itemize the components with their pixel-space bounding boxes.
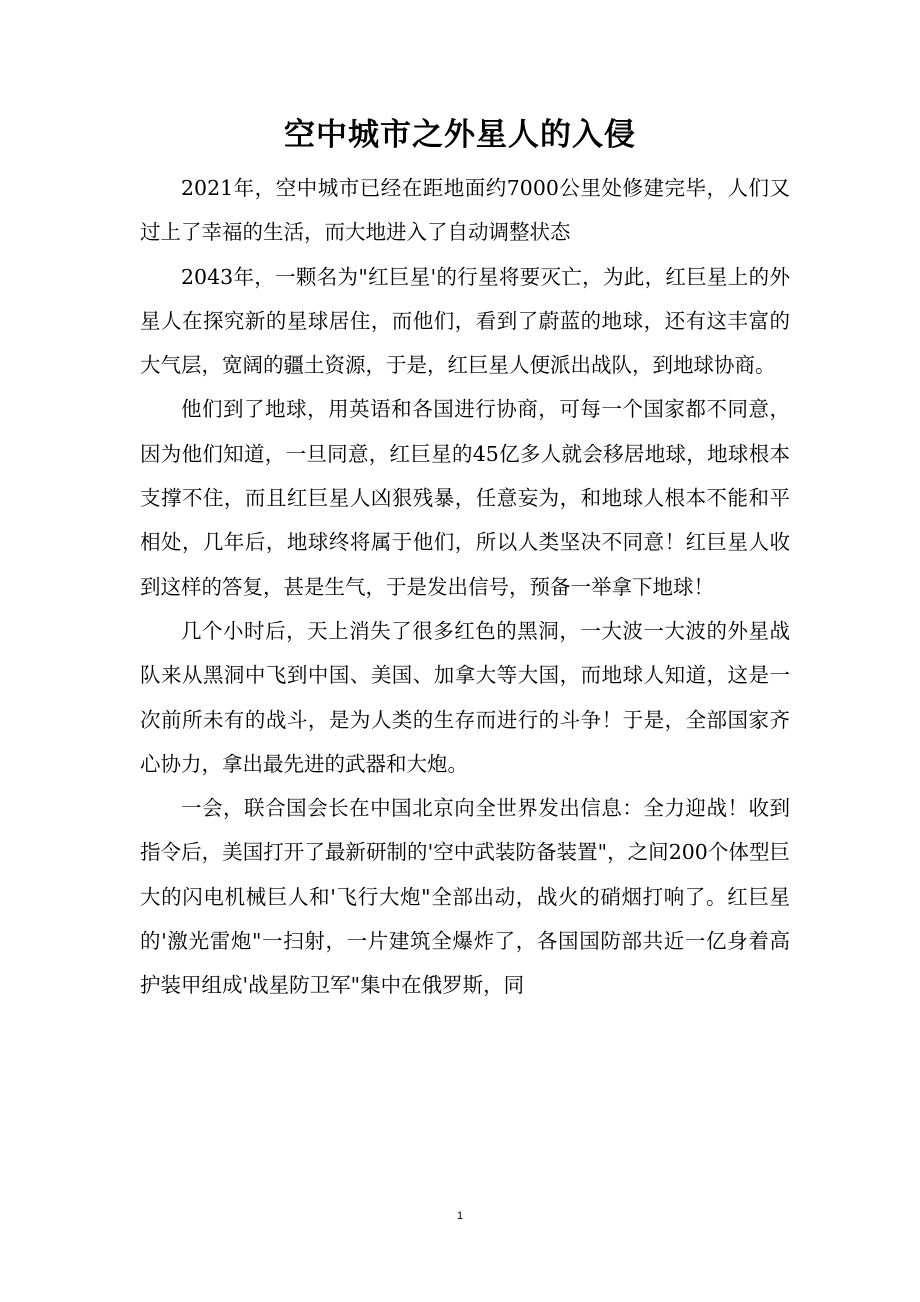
document-title: 空中城市之外星人的入侵 <box>284 117 636 153</box>
paragraph-2: 2043年，一颗名为"红巨星'的行星将要灭亡，为此，红巨星上的外星人在探究新的星球居住，而他们，看到了蔚蓝的地球，还有这丰富的大气层，宽阔的疆土资源，于是，红巨星人便派出战队，到地球协商。 <box>140 264 790 378</box>
paragraph-4: 几个小时后，天上消失了很多红色的黑洞，一大波一大波的外星战队来从黑洞中飞到中国、美国、加拿大等大国，而地球人知道，这是一次前所未有的战斗，是为人类的生存而进行的斗争！于是，全部国家齐心协力，拿出最先进的武器和大炮。 <box>140 618 790 776</box>
paragraph-1: 2021年，空中城市已经在距地面约7000公里处修建完毕，人们又过上了幸福的生活，而大地进入了自动调整状态 <box>140 176 790 245</box>
page-number: 1 <box>456 1210 464 1222</box>
paragraph-5: 一会，联合国会长在中国北京向全世界发出信息：全力迎战！收到指令后，美国打开了最新研制的'空中武装防备装置"，之间200个体型巨大的闪电机械巨人和'飞行大炮"全部出动，战火的硝烟打响了。红巨星的'激光雷炮"一扫射，一片建筑全爆炸了，各国国防部共近一亿身着高护装甲组成'战星防卫军"集中在俄罗斯，同 <box>140 796 790 998</box>
document-body <box>140 166 790 1008</box>
paragraph-3: 他们到了地球，用英语和各国进行协商，可每一个国家都不同意，因为他们知道，一旦同意，红巨星的45亿多人就会移居地球，地球根本支撑不住，而且红巨星人凶狠残暴，任意妄为，和地球人根本不能和平相处，几年后，地球终将属于他们，所以人类坚决不同意！红巨星人收到这样的答复，甚是生气，于是发出信号，预备一举拿下地球！ <box>140 397 790 599</box>
